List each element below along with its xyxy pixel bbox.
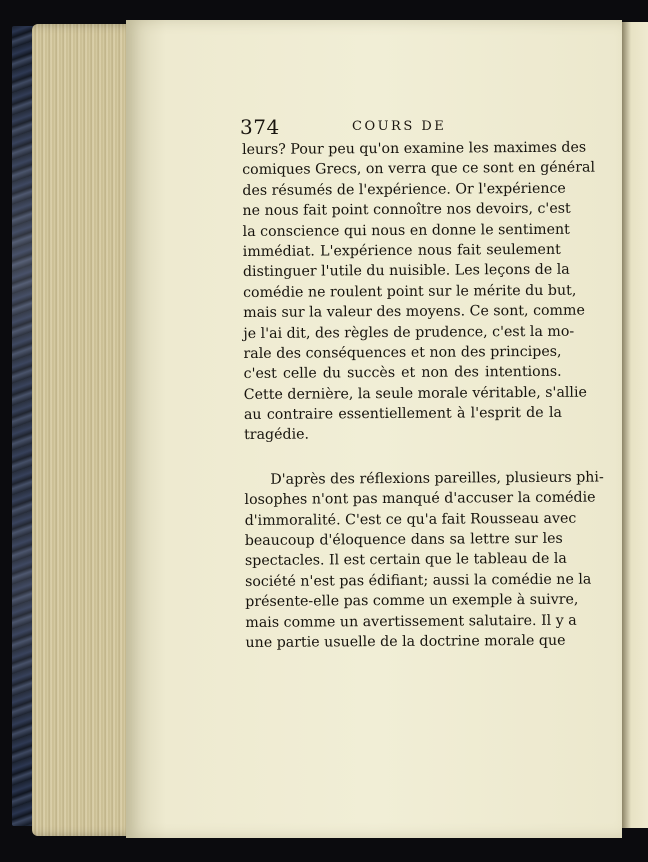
text-line: tragédie. <box>244 427 310 444</box>
text-line: losophes n'ont pas manqué d'accuser la comédie <box>244 489 596 509</box>
text-line: c'est celle du succès et non des intentions. <box>243 364 562 383</box>
page-number: 374 <box>240 115 280 139</box>
text-line: D'après des réflexions pareilles, plusieurs phi- <box>270 469 604 488</box>
paragraph-1 <box>242 138 596 446</box>
page-header <box>240 115 472 139</box>
paragraph-gap <box>244 444 562 470</box>
text-line: je l'ai dit, des règles de prudence, c'est la mo- <box>243 323 575 342</box>
text-line: une partie usuelle de la doctrine morale que <box>245 632 566 651</box>
text-line: Cette dernière, la seule morale véritable, s'allie <box>243 384 587 403</box>
text-line: mais sur la valeur des moyens. Ce sont, comme <box>243 302 585 322</box>
text-line: comiques Grecs, on verra que ce sont en général <box>242 159 596 179</box>
body-text <box>242 138 604 654</box>
text-line: mais comme un avertissement salutaire. Il y a <box>245 612 577 631</box>
text-line: beaucoup d'éloquence dans sa lettre sur les <box>244 530 563 550</box>
facing-page-edge <box>622 22 648 828</box>
paragraph-2 <box>244 468 604 654</box>
text-line: distinguer l'utile du nuisible. Les leçons de la <box>242 262 570 281</box>
running-head: COURS DE <box>352 119 447 134</box>
text-line: rale des conséquences et non des principes, <box>243 343 562 362</box>
text-line: ne nous fait point connoître nos devoirs, c'est <box>242 200 571 220</box>
text-line: société n'est pas édifiant; aussi la comédie ne la <box>245 571 592 590</box>
text-line: leurs? Pour peu qu'on examine les maximes des <box>242 139 587 158</box>
fore-edge-page-stack <box>32 24 140 836</box>
text-line: spectacles. Il est certain que le tableau de la <box>244 551 567 570</box>
text-line: présente-elle pas comme un exemple à suivre, <box>245 591 579 611</box>
text-line: des résumés de l'expérience. Or l'expérience <box>242 180 566 199</box>
text-line: d'immoralité. C'est ce qu'a fait Rousseau avec <box>244 510 577 529</box>
text-line: la conscience qui nous en donne le sentiment <box>242 221 570 240</box>
text-line: au contraire essentiellement à l'esprit de la <box>243 404 562 424</box>
text-line: immédiat. L'expérience nous fait seulement <box>242 241 561 260</box>
text-line: comédie ne roulent point sur le mérite du but, <box>243 282 577 301</box>
